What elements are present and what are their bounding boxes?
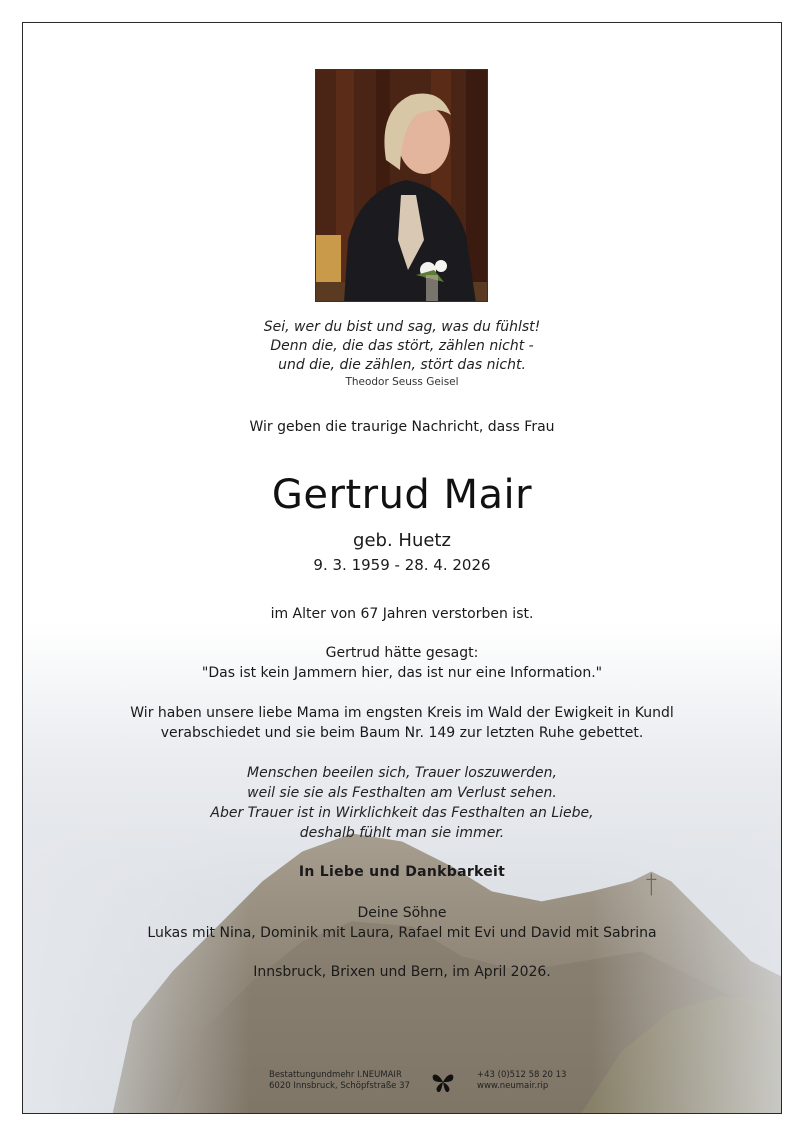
footer-contact-block xyxy=(477,1070,566,1092)
intro-text: Wir geben die traurige Nachricht, dass Frau xyxy=(249,419,555,435)
footer-company-block xyxy=(269,1070,410,1092)
quote-line-2: Denn die, die das stört, zählen nicht - xyxy=(270,338,534,354)
obituary-card xyxy=(22,22,782,1114)
burial-line-2: verabschiedet und sie beim Baum Nr. 149 zur letzten Ruhe gebettet. xyxy=(160,725,644,741)
burial-line-1: Wir haben unsere liebe Mama im engsten Kreis im Wald der Ewigkeit in Kundl xyxy=(130,705,674,721)
poem-line-3: Aber Trauer ist in Wirklichkeit das Festhalten an Liebe, xyxy=(210,805,594,821)
poem-line-4: deshalb fühlt man sie immer. xyxy=(299,825,505,841)
butterfly-icon xyxy=(430,1069,456,1095)
footer-address: 6020 Innsbruck, Schöpfstraße 37 xyxy=(269,1081,410,1091)
place-date: Innsbruck, Brixen und Bern, im April 2026. xyxy=(253,964,551,980)
maiden-name: geb. Huetz xyxy=(353,530,451,551)
mourners-label: Deine Söhne xyxy=(357,905,447,921)
footer-company: Bestattungundmehr I.NEUMAIR xyxy=(269,1070,402,1080)
quote-line-3: und die, die zählen, stört das nicht. xyxy=(278,357,526,373)
saying-intro: Gertrud hätte gesagt: xyxy=(325,645,479,661)
footer-website[interactable]: www.neumair.rip xyxy=(477,1081,549,1091)
quote-line-1: Sei, wer du bist und sag, was du fühlst! xyxy=(263,319,541,335)
saying-text: "Das ist kein Jammern hier, das ist nur eine Information." xyxy=(201,665,603,681)
poem-line-1: Menschen beeilen sich, Trauer loszuwerden, xyxy=(247,765,557,781)
age-line: im Alter von 67 Jahren verstorben ist. xyxy=(270,606,534,622)
deceased-name: Gertrud Mair xyxy=(271,472,533,518)
mourners-names: Lukas mit Nina, Dominik mit Laura, Rafael mit Evi und David mit Sabrina xyxy=(147,925,657,941)
portrait-photo xyxy=(315,69,488,302)
closing-text: In Liebe und Dankbarkeit xyxy=(298,864,506,880)
life-dates: 9. 3. 1959 - 28. 4. 2026 xyxy=(313,556,491,574)
footer-phone: +43 (0)512 58 20 13 xyxy=(477,1070,567,1080)
quote-author: Theodor Seuss Geisel xyxy=(345,376,459,388)
poem-line-2: weil sie sie als Festhalten am Verlust sehen. xyxy=(247,785,557,801)
